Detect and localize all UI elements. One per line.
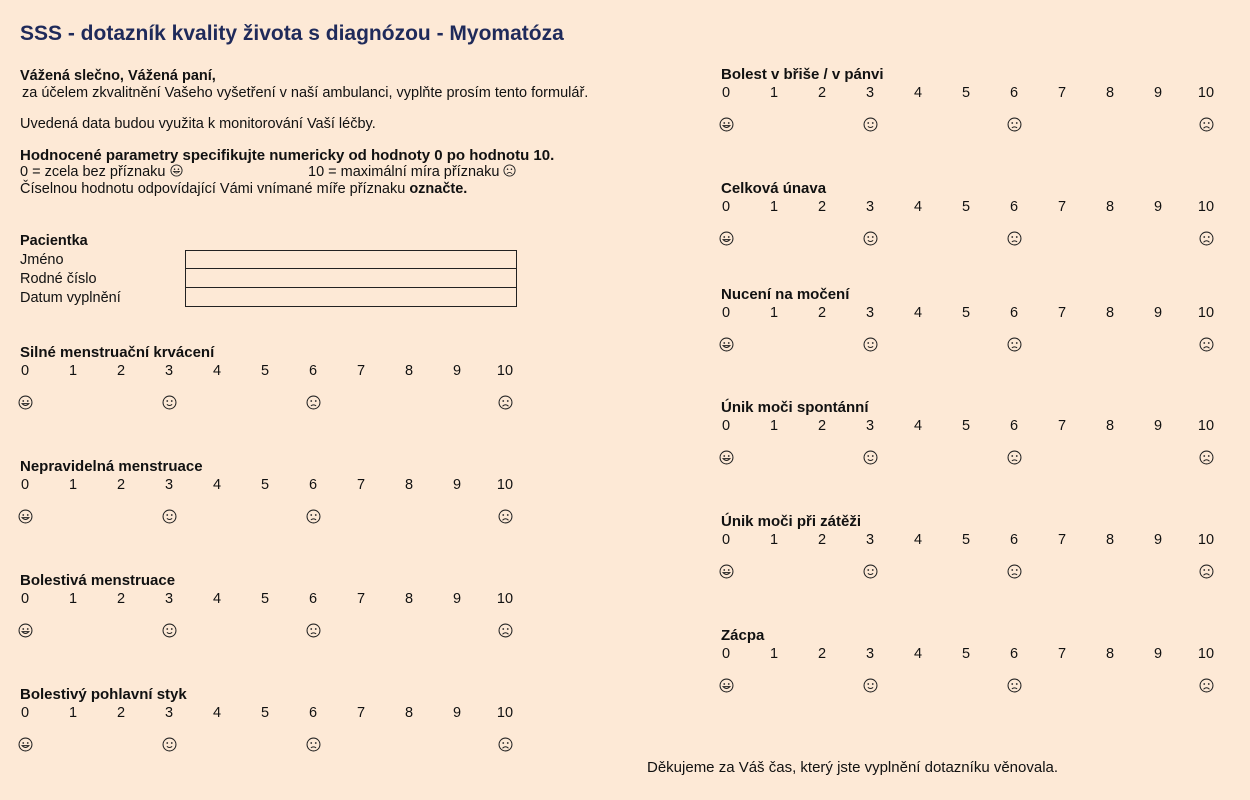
neutral-smile-face-icon [863,117,883,137]
question-block [721,285,1241,359]
rating-option-2[interactable]: 2 [817,646,827,662]
rating-option-0[interactable]: 0 [20,591,30,607]
question-block [721,512,1241,586]
rating-option-5[interactable]: 5 [260,363,270,379]
question-title: Únik moči při zátěži [721,513,862,530]
rating-option-9[interactable]: 9 [452,591,462,607]
rating-option-1[interactable]: 1 [769,305,779,321]
sad-face-icon [306,623,326,643]
name-label: Jméno [20,251,64,268]
rating-option-4[interactable]: 4 [913,199,923,215]
rating-option-2[interactable]: 2 [817,85,827,101]
rating-option-8[interactable]: 8 [1105,85,1115,101]
page-title: SSS - dotazník kvality života s diagnózou - Myomatóza [20,22,564,45]
rating-option-7[interactable]: 7 [356,363,366,379]
rating-option-4[interactable]: 4 [212,363,222,379]
neutral-smile-face-icon [162,737,182,757]
rating-option-10[interactable]: 10 [496,705,514,721]
rating-option-3[interactable]: 3 [164,591,174,607]
rating-option-1[interactable]: 1 [769,418,779,434]
rating-option-2[interactable]: 2 [116,477,126,493]
neutral-smile-face-icon [162,509,182,529]
rating-option-4[interactable]: 4 [913,532,923,548]
rating-option-4[interactable]: 4 [212,705,222,721]
face-scale [20,737,540,759]
rating-option-10[interactable]: 10 [1197,418,1215,434]
rating-option-0[interactable]: 0 [20,363,30,379]
rating-scale [20,363,540,383]
rating-option-4[interactable]: 4 [913,646,923,662]
question-title: Celková únava [721,180,827,197]
rating-option-10[interactable]: 10 [1197,85,1215,101]
sad-face-icon [306,737,326,757]
rating-option-2[interactable]: 2 [116,363,126,379]
rating-option-6[interactable]: 6 [308,591,318,607]
rating-option-5[interactable]: 5 [961,199,971,215]
rating-option-10[interactable]: 10 [1197,305,1215,321]
rating-option-2[interactable]: 2 [817,418,827,434]
rating-option-2[interactable]: 2 [817,199,827,215]
rating-option-6[interactable]: 6 [308,705,318,721]
rating-option-3[interactable]: 3 [865,305,875,321]
rating-option-5[interactable]: 5 [260,591,270,607]
happy-face-icon [170,164,183,177]
rating-option-5[interactable]: 5 [961,646,971,662]
unhappy-face-icon [1199,337,1219,357]
birth-number-label: Rodné číslo [20,270,97,287]
rating-option-7[interactable]: 7 [1057,418,1067,434]
rating-option-9[interactable]: 9 [452,705,462,721]
sad-face-icon [1007,450,1027,470]
scale-legend [20,164,700,181]
rating-scale [20,477,540,497]
rating-option-7[interactable]: 7 [356,591,366,607]
unhappy-face-icon [1199,117,1219,137]
rating-option-5[interactable]: 5 [260,705,270,721]
happy-face-icon [719,678,739,698]
instruction: Číselnou hodnotu odpovídající Vámi vnímané míře příznaku označte. [20,181,468,197]
unhappy-face-icon [498,509,518,529]
birth-number-field[interactable] [185,269,517,288]
sad-face-icon [1007,678,1027,698]
unhappy-face-icon [1199,231,1219,251]
question-title: Zácpa [721,627,765,644]
face-scale [721,678,1241,700]
rating-option-3[interactable]: 3 [865,646,875,662]
rating-option-0[interactable]: 0 [721,418,731,434]
rating-option-7[interactable]: 7 [1057,199,1067,215]
name-field[interactable] [185,250,517,269]
rating-option-10[interactable]: 10 [1197,646,1215,662]
unhappy-face-icon [498,395,518,415]
neutral-smile-face-icon [162,623,182,643]
face-scale [721,231,1241,253]
rating-option-6[interactable]: 6 [1009,305,1019,321]
question-block [721,398,1241,472]
rating-scale [721,305,1241,325]
rating-option-0[interactable]: 0 [20,477,30,493]
rating-option-3[interactable]: 3 [164,363,174,379]
date-field[interactable] [185,288,517,307]
sad-face-icon [1007,564,1027,584]
unhappy-face-icon [503,164,516,177]
rating-option-1[interactable]: 1 [68,591,78,607]
rating-option-6[interactable]: 6 [1009,199,1019,215]
rating-option-7[interactable]: 7 [1057,305,1067,321]
rating-option-9[interactable]: 9 [1153,646,1163,662]
question-block [20,343,540,417]
rating-option-7[interactable]: 7 [1057,85,1067,101]
rating-scale [721,199,1241,219]
happy-face-icon [719,450,739,470]
patient-label: Pacientka [20,233,88,249]
rating-option-5[interactable]: 5 [260,477,270,493]
rating-option-8[interactable]: 8 [404,591,414,607]
rating-option-8[interactable]: 8 [1105,532,1115,548]
rating-option-6[interactable]: 6 [1009,85,1019,101]
question-block [20,457,540,531]
rating-option-8[interactable]: 8 [1105,646,1115,662]
question-title: Únik moči spontánní [721,399,869,416]
happy-face-icon [18,395,38,415]
rating-option-4[interactable]: 4 [212,477,222,493]
patient-section [20,233,517,307]
sad-face-icon [306,395,326,415]
rating-option-6[interactable]: 6 [308,477,318,493]
rating-option-6[interactable]: 6 [1009,532,1019,548]
rating-option-8[interactable]: 8 [1105,418,1115,434]
neutral-smile-face-icon [863,231,883,251]
question-title: Nucení na močení [721,286,850,303]
rating-option-1[interactable]: 1 [68,705,78,721]
intro-line-2: Uvedená data budou využita k monitorování Vaší léčby. [20,116,376,132]
rating-option-5[interactable]: 5 [961,85,971,101]
rating-option-1[interactable]: 1 [769,646,779,662]
rating-option-2[interactable]: 2 [116,591,126,607]
params-heading: Hodnocené parametry specifikujte numericky od hodnoty 0 po hodnotu 10. [20,147,555,164]
face-scale [721,564,1241,586]
intro-section [20,68,700,198]
happy-face-icon [18,737,38,757]
rating-option-5[interactable]: 5 [961,418,971,434]
rating-scale [20,591,540,611]
rating-option-10[interactable]: 10 [1197,532,1215,548]
question-title: Bolest v břiše / v pánvi [721,66,884,83]
question-block [721,65,1241,139]
scale-min-text: 0 = zcela bez příznaku [20,164,166,180]
happy-face-icon [719,231,739,251]
sad-face-icon [1007,337,1027,357]
rating-option-9[interactable]: 9 [1153,532,1163,548]
question-block [20,571,540,645]
rating-option-4[interactable]: 4 [913,305,923,321]
rating-option-7[interactable]: 7 [1057,646,1067,662]
question-title: Bolestivá menstruace [20,572,176,589]
face-scale [20,623,540,645]
rating-option-2[interactable]: 2 [817,532,827,548]
rating-option-10[interactable]: 10 [496,591,514,607]
unhappy-face-icon [1199,678,1219,698]
neutral-smile-face-icon [863,450,883,470]
rating-option-1[interactable]: 1 [769,532,779,548]
happy-face-icon [719,117,739,137]
rating-option-9[interactable]: 9 [1153,85,1163,101]
rating-option-5[interactable]: 5 [961,305,971,321]
rating-option-8[interactable]: 8 [404,363,414,379]
greeting: Vážená slečno, Vážená paní, [20,68,216,84]
rating-option-10[interactable]: 10 [1197,199,1215,215]
rating-option-6[interactable]: 6 [1009,646,1019,662]
rating-option-3[interactable]: 3 [164,477,174,493]
unhappy-face-icon [1199,564,1219,584]
rating-option-5[interactable]: 5 [961,532,971,548]
rating-option-3[interactable]: 3 [865,85,875,101]
rating-scale [721,85,1241,105]
happy-face-icon [719,337,739,357]
rating-option-0[interactable]: 0 [721,85,731,101]
rating-option-9[interactable]: 9 [452,477,462,493]
unhappy-face-icon [1199,450,1219,470]
rating-option-6[interactable]: 6 [1009,418,1019,434]
rating-option-1[interactable]: 1 [68,477,78,493]
rating-option-8[interactable]: 8 [404,705,414,721]
rating-option-7[interactable]: 7 [356,477,366,493]
question-block [20,685,540,759]
rating-option-6[interactable]: 6 [308,363,318,379]
rating-option-0[interactable]: 0 [20,705,30,721]
sad-face-icon [1007,231,1027,251]
rating-option-9[interactable]: 9 [1153,418,1163,434]
rating-option-4[interactable]: 4 [913,418,923,434]
rating-scale [721,532,1241,552]
face-scale [721,450,1241,472]
face-scale [20,395,540,417]
rating-option-2[interactable]: 2 [817,305,827,321]
intro-line-1: za účelem zkvalitnění Vašeho vyšetření v naší ambulanci, vyplňte prosím tento formulář. [22,85,589,101]
rating-option-10[interactable]: 10 [496,477,514,493]
rating-option-0[interactable]: 0 [721,646,731,662]
neutral-smile-face-icon [162,395,182,415]
rating-option-1[interactable]: 1 [68,363,78,379]
happy-face-icon [18,623,38,643]
rating-option-7[interactable]: 7 [356,705,366,721]
rating-option-4[interactable]: 4 [913,85,923,101]
rating-option-1[interactable]: 1 [769,85,779,101]
question-title: Silné menstruační krvácení [20,344,215,361]
rating-option-7[interactable]: 7 [1057,532,1067,548]
rating-option-1[interactable]: 1 [769,199,779,215]
sad-face-icon [1007,117,1027,137]
rating-option-8[interactable]: 8 [1105,199,1115,215]
rating-option-8[interactable]: 8 [404,477,414,493]
rating-option-0[interactable]: 0 [721,532,731,548]
face-scale [721,117,1241,139]
sad-face-icon [306,509,326,529]
unhappy-face-icon [498,737,518,757]
question-block [721,179,1241,253]
rating-scale [20,705,540,725]
face-scale [721,337,1241,359]
rating-option-0[interactable]: 0 [721,199,731,215]
face-scale [20,509,540,531]
rating-option-9[interactable]: 9 [452,363,462,379]
rating-option-4[interactable]: 4 [212,591,222,607]
thanks-text: Děkujeme za Váš čas, který jste vyplnění dotazníku věnovala. [647,759,1059,776]
rating-option-0[interactable]: 0 [721,305,731,321]
rating-option-2[interactable]: 2 [116,705,126,721]
date-label: Datum vyplnění [20,289,121,306]
question-title: Nepravidelná menstruace [20,458,203,475]
rating-option-10[interactable]: 10 [496,363,514,379]
unhappy-face-icon [498,623,518,643]
rating-option-3[interactable]: 3 [865,418,875,434]
question-block [721,626,1241,700]
rating-scale [721,646,1241,666]
happy-face-icon [18,509,38,529]
rating-option-3[interactable]: 3 [164,705,174,721]
neutral-smile-face-icon [863,564,883,584]
rating-option-9[interactable]: 9 [1153,199,1163,215]
rating-scale [721,418,1241,438]
rating-option-8[interactable]: 8 [1105,305,1115,321]
neutral-smile-face-icon [863,337,883,357]
rating-option-9[interactable]: 9 [1153,305,1163,321]
happy-face-icon [719,564,739,584]
neutral-smile-face-icon [863,678,883,698]
scale-max-text: 10 = maximální míra příznaku [308,164,500,180]
rating-option-3[interactable]: 3 [865,532,875,548]
rating-option-3[interactable]: 3 [865,199,875,215]
question-title: Bolestivý pohlavní styk [20,686,187,703]
